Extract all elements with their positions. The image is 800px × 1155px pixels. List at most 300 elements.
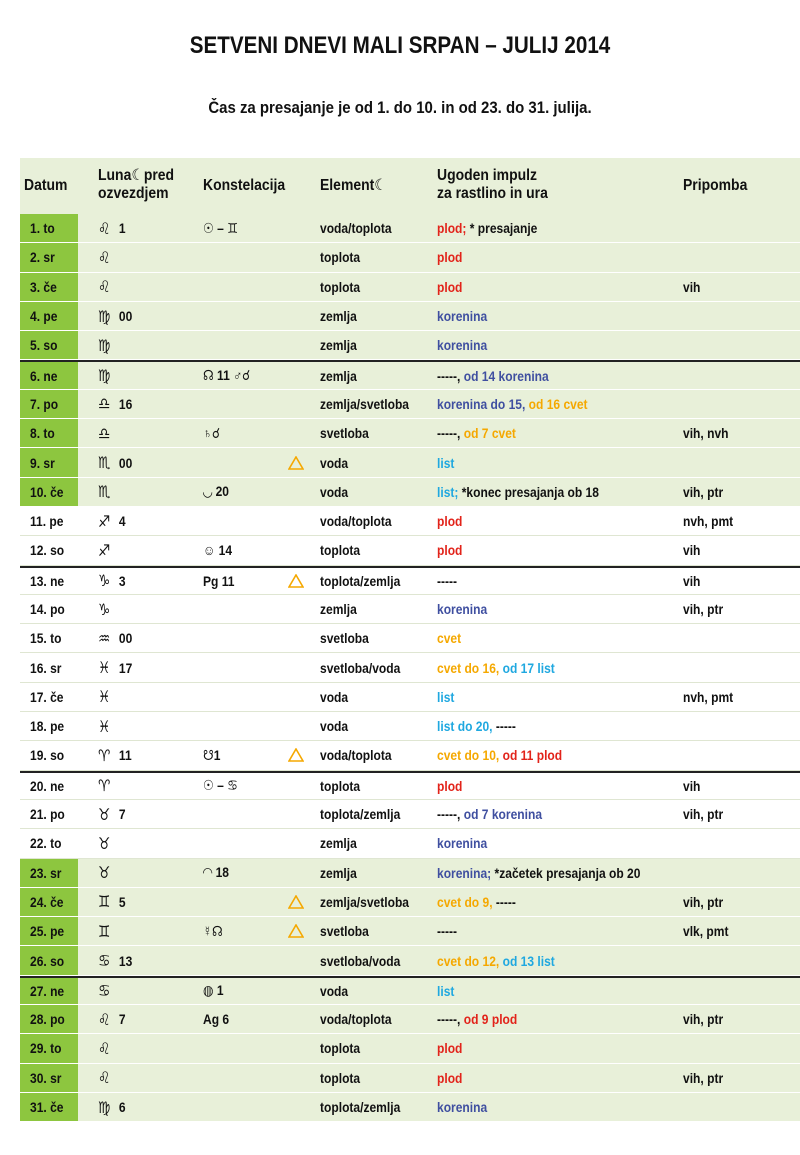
table-body <box>20 214 800 1122</box>
impulz-segment: plod <box>437 542 463 559</box>
luna-cell <box>98 214 126 242</box>
date-cell <box>20 243 78 271</box>
impulz-segment: *začetek presajanja ob 20 <box>491 864 641 881</box>
triangle-icon <box>288 741 304 769</box>
impulz-segment: -----, <box>437 367 464 384</box>
pripomba-cell: vih, ptr <box>683 601 724 617</box>
date-cell <box>20 1005 78 1033</box>
konstelacija-cell: ◠ 18 <box>203 864 230 881</box>
luna-cell <box>98 507 126 535</box>
impulz-segment: list; <box>437 483 459 500</box>
zodiac-sign-icon: ♓ <box>98 658 111 678</box>
header-luna-line2: ozvezdjem <box>98 185 169 202</box>
luna-number: 16 <box>118 395 133 412</box>
date-cell <box>20 595 78 623</box>
luna-number: 00 <box>118 454 133 471</box>
table-row <box>20 829 800 858</box>
impulz-segment: list <box>437 454 455 471</box>
element-cell: svetloba <box>320 425 369 442</box>
header-datum: Datum <box>24 177 68 194</box>
zodiac-sign-icon: ♋ <box>98 981 111 1001</box>
impulz-segment: korenina; <box>437 864 492 881</box>
element-cell: toplota <box>320 249 361 266</box>
luna-cell <box>98 1093 126 1121</box>
zodiac-sign-icon: ♍ <box>98 366 111 386</box>
impulz-cell <box>437 978 454 1004</box>
impulz-segment: plod <box>437 513 463 530</box>
zodiac-sign-icon: ♉ <box>98 863 111 883</box>
luna-number: 6 <box>118 1099 126 1116</box>
element-cell: zemlja <box>320 337 357 354</box>
header-konstelacija: Konstelacija <box>203 177 286 194</box>
zodiac-sign-icon: ♌ <box>98 1068 111 1088</box>
date-cell <box>20 1034 78 1062</box>
element-cell: voda/toplota <box>320 513 392 530</box>
element-cell: voda <box>320 718 349 735</box>
impulz-cell <box>437 568 457 594</box>
luna-cell <box>98 859 119 887</box>
impulz-cell <box>437 507 462 535</box>
table-row <box>20 507 800 536</box>
impulz-segment: * presajanje <box>466 220 538 237</box>
date-cell <box>20 507 78 535</box>
konstelacija-cell: ◍ 1 <box>203 982 224 999</box>
date-cell <box>20 917 78 945</box>
element-cell: voda <box>320 454 349 471</box>
luna-cell <box>98 331 119 359</box>
luna-cell <box>98 917 119 945</box>
konstelacija-cell: ☉ – ♊ <box>203 219 238 236</box>
impulz-segment: korenina <box>437 601 488 617</box>
impulz-segment: korenina <box>437 1099 488 1116</box>
luna-number: 17 <box>118 659 133 676</box>
impulz-segment: od 17 list <box>502 659 555 676</box>
impulz-segment: od 11 plod <box>502 747 563 764</box>
element-cell: toplota <box>320 542 361 559</box>
impulz-cell <box>437 712 516 740</box>
konstelacija-cell: Ag 6 <box>203 1011 230 1028</box>
date-cell <box>20 1093 78 1121</box>
table-row <box>20 1005 800 1034</box>
impulz-cell <box>437 1064 462 1092</box>
impulz-segment: korenina <box>437 308 488 325</box>
date-label: 18. pe <box>30 718 65 735</box>
impulz-cell <box>437 331 487 359</box>
luna-cell <box>98 978 119 1004</box>
date-cell <box>20 859 78 887</box>
date-label: 20. ne <box>30 777 65 794</box>
impulz-cell <box>437 888 516 916</box>
zodiac-sign-icon: ♌ <box>98 1038 111 1058</box>
luna-number: 3 <box>118 572 126 589</box>
triangle-icon <box>288 888 304 916</box>
impulz-cell <box>437 448 454 476</box>
header-pripomba: Pripomba <box>683 177 748 194</box>
zodiac-sign-icon: ♎ <box>98 423 111 443</box>
date-cell <box>20 800 78 828</box>
element-cell: zemlja <box>320 864 357 881</box>
header-luna-line1: Luna☾pred <box>98 167 175 184</box>
luna-cell <box>98 536 119 564</box>
impulz-cell <box>437 302 487 330</box>
table-row <box>20 888 800 917</box>
date-label: 10. če <box>30 483 64 500</box>
date-label: 22. to <box>30 835 62 852</box>
impulz-segment: korenina <box>437 835 488 852</box>
element-cell: voda <box>320 982 349 999</box>
date-label: 6. ne <box>30 367 58 384</box>
pripomba-cell: nvh, pmt <box>683 688 734 705</box>
impulz-cell <box>437 1093 487 1121</box>
luna-cell <box>98 653 132 681</box>
table-header <box>20 158 800 214</box>
impulz-segment: *konec presajanja ob 18 <box>458 483 599 500</box>
luna-cell <box>98 362 119 388</box>
zodiac-sign-icon: ♈ <box>98 745 111 765</box>
zodiac-sign-icon: ♎ <box>98 394 111 414</box>
table-row <box>20 331 800 360</box>
luna-number: 13 <box>118 952 133 969</box>
luna-number: 1 <box>118 220 126 237</box>
impulz-segment: od 14 korenina <box>463 367 549 384</box>
date-label: 27. ne <box>30 982 65 999</box>
table-row <box>20 536 800 565</box>
luna-cell <box>98 888 126 916</box>
date-label: 17. če <box>30 688 64 705</box>
impulz-segment: cvet do 16, <box>437 659 503 676</box>
luna-number: 7 <box>118 806 126 823</box>
pripomba-cell: vlk, pmt <box>683 923 729 940</box>
pripomba-cell: vih, ptr <box>683 1069 724 1086</box>
zodiac-sign-icon: ♊ <box>98 892 111 912</box>
luna-cell <box>98 390 132 418</box>
date-cell <box>20 419 78 447</box>
impulz-segment: ----- <box>495 718 516 735</box>
konstelacija-cell: ☿☊ <box>203 922 223 939</box>
date-cell <box>20 712 78 740</box>
zodiac-sign-icon: ♌ <box>98 1009 111 1029</box>
zodiac-sign-icon: ♋ <box>98 951 111 971</box>
impulz-segment: cvet do 9, <box>437 893 496 910</box>
konstelacija-cell: ☋1 <box>203 746 221 763</box>
impulz-segment: ----- <box>495 893 516 910</box>
element-cell: toplota <box>320 1040 361 1057</box>
impulz-cell <box>437 624 461 652</box>
luna-cell <box>98 1064 119 1092</box>
impulz-segment: od 7 cvet <box>463 425 516 442</box>
table-row <box>20 360 800 389</box>
luna-cell <box>98 419 119 447</box>
date-cell <box>20 214 78 242</box>
konstelacija-cell: ♄☌ <box>203 424 221 441</box>
table-row <box>20 771 800 800</box>
date-label: 14. po <box>30 601 65 617</box>
table-row <box>20 302 800 331</box>
luna-number: 5 <box>118 893 126 910</box>
table-row <box>20 976 800 1005</box>
luna-cell <box>98 302 132 330</box>
impulz-cell <box>437 362 549 388</box>
impulz-segment: cvet do 12, <box>437 952 503 969</box>
date-label: 4. pe <box>30 308 58 325</box>
impulz-cell <box>437 800 542 828</box>
impulz-cell <box>437 243 462 271</box>
date-cell <box>20 1064 78 1092</box>
element-cell: zemlja <box>320 308 357 325</box>
date-label: 16. sr <box>30 659 62 676</box>
impulz-segment: list do 20, <box>437 718 496 735</box>
impulz-cell <box>437 478 599 506</box>
zodiac-sign-icon: ♉ <box>98 804 111 824</box>
date-cell <box>20 568 78 594</box>
table-row <box>20 741 800 770</box>
impulz-segment: od 9 plod <box>463 1011 518 1028</box>
table-row <box>20 243 800 272</box>
pripomba-cell: vih <box>683 572 701 589</box>
element-cell: svetloba/voda <box>320 952 401 969</box>
element-cell: voda/toplota <box>320 1011 392 1028</box>
impulz-segment: list <box>437 688 455 705</box>
luna-number: 11 <box>118 747 132 764</box>
element-cell: svetloba/voda <box>320 659 401 676</box>
luna-number: 7 <box>118 1011 126 1028</box>
header-luna <box>98 167 174 203</box>
zodiac-sign-icon: ♈ <box>98 776 111 796</box>
zodiac-sign-icon: ♌ <box>98 218 111 238</box>
zodiac-sign-icon: ♓ <box>98 716 111 736</box>
impulz-segment: plod <box>437 278 463 295</box>
date-label: 24. če <box>30 893 64 910</box>
element-cell: svetloba <box>320 923 369 940</box>
luna-cell <box>98 624 132 652</box>
date-label: 19. so <box>30 747 65 764</box>
zodiac-sign-icon: ♍ <box>98 335 111 355</box>
luna-cell <box>98 478 119 506</box>
date-cell <box>20 536 78 564</box>
table-row <box>20 595 800 624</box>
date-label: 9. sr <box>30 454 55 471</box>
impulz-cell <box>437 390 588 418</box>
luna-cell <box>98 448 132 476</box>
impulz-cell <box>437 946 555 974</box>
luna-cell <box>98 568 126 594</box>
zodiac-sign-icon: ♉ <box>98 833 111 853</box>
impulz-cell <box>437 214 537 242</box>
date-label: 13. ne <box>30 572 65 589</box>
impulz-segment: -----, <box>437 806 464 823</box>
table-row <box>20 800 800 829</box>
table-row <box>20 917 800 946</box>
table-row <box>20 653 800 682</box>
date-cell <box>20 653 78 681</box>
zodiac-sign-icon: ♌ <box>98 277 111 297</box>
date-label: 1. to <box>30 220 55 237</box>
impulz-cell <box>437 419 516 447</box>
element-cell: voda/toplota <box>320 747 392 764</box>
date-label: 26. so <box>30 952 65 969</box>
zodiac-sign-icon: ♏ <box>98 482 111 502</box>
luna-cell <box>98 683 119 711</box>
luna-cell <box>98 800 126 828</box>
date-cell <box>20 273 78 301</box>
luna-cell <box>98 712 119 740</box>
element-cell: zemlja <box>320 835 357 852</box>
impulz-segment: ----- <box>437 572 458 589</box>
date-cell <box>20 888 78 916</box>
date-label: 3. če <box>30 278 57 295</box>
table-row <box>20 624 800 653</box>
zodiac-sign-icon: ♓ <box>98 687 111 707</box>
impulz-segment: od 13 list <box>502 952 555 969</box>
header-impulz <box>437 167 548 203</box>
element-cell: toplota/zemlja <box>320 806 401 823</box>
impulz-segment: od 7 korenina <box>463 806 543 823</box>
date-label: 30. sr <box>30 1069 62 1086</box>
element-cell: zemlja/svetloba <box>320 395 410 412</box>
header-impulz-line2: za rastlino in ura <box>437 185 548 202</box>
element-cell: voda/toplota <box>320 220 392 237</box>
table-row <box>20 1093 800 1122</box>
luna-cell <box>98 1005 126 1033</box>
luna-cell <box>98 829 119 857</box>
element-cell: voda <box>320 483 349 500</box>
zodiac-sign-icon: ♍ <box>98 1097 111 1117</box>
date-label: 29. to <box>30 1040 62 1057</box>
element-cell: voda <box>320 688 349 705</box>
date-label: 2. sr <box>30 249 55 266</box>
table-row <box>20 214 800 243</box>
date-cell <box>20 773 78 799</box>
zodiac-sign-icon: ♐ <box>98 511 111 531</box>
pripomba-cell: vih, nvh <box>683 425 729 442</box>
impulz-cell <box>437 683 454 711</box>
element-cell: toplota <box>320 1069 361 1086</box>
pripomba-cell: vih <box>683 278 701 295</box>
zodiac-sign-icon: ♊ <box>98 921 111 941</box>
luna-cell <box>98 243 119 271</box>
impulz-segment: -----, <box>437 1011 464 1028</box>
konstelacija-cell: ☉ – ♋ <box>203 777 238 794</box>
impulz-cell <box>437 773 462 799</box>
triangle-icon <box>288 917 304 945</box>
table-row <box>20 448 800 477</box>
impulz-cell <box>437 595 487 623</box>
date-label: 7. po <box>30 395 59 412</box>
triangle-icon <box>288 568 304 594</box>
konstelacija-cell: Pg 11 <box>203 572 235 589</box>
element-cell: toplota/zemlja <box>320 572 401 589</box>
impulz-segment: plod; <box>437 220 467 237</box>
date-cell <box>20 624 78 652</box>
date-label: 12. so <box>30 542 65 559</box>
pripomba-cell: vih, ptr <box>683 483 724 500</box>
luna-number: 00 <box>118 308 133 325</box>
table-row <box>20 1034 800 1063</box>
impulz-cell <box>437 273 462 301</box>
date-label: 11. pe <box>30 513 64 530</box>
date-cell <box>20 978 78 1004</box>
date-cell <box>20 829 78 857</box>
impulz-segment: plod <box>437 1069 463 1086</box>
impulz-cell <box>437 917 457 945</box>
luna-number: 4 <box>118 513 126 530</box>
table-row <box>20 1064 800 1093</box>
date-label: 25. pe <box>30 923 65 940</box>
table-row <box>20 566 800 595</box>
impulz-segment: od 16 cvet <box>528 395 588 412</box>
konstelacija-cell: ☺ 14 <box>203 542 233 559</box>
pripomba-cell: vih, ptr <box>683 893 724 910</box>
zodiac-sign-icon: ♑ <box>98 571 111 591</box>
zodiac-sign-icon: ♍ <box>98 306 111 326</box>
date-cell <box>20 331 78 359</box>
pripomba-cell: vih, ptr <box>683 806 724 823</box>
impulz-cell <box>437 859 640 887</box>
impulz-cell <box>437 829 487 857</box>
pripomba-cell: nvh, pmt <box>683 513 734 530</box>
date-cell <box>20 741 78 769</box>
zodiac-sign-icon: ♐ <box>98 540 111 560</box>
element-cell: zemlja/svetloba <box>320 893 410 910</box>
date-cell <box>20 478 78 506</box>
impulz-segment: plod <box>437 249 463 266</box>
element-cell: zemlja <box>320 367 357 384</box>
table-row <box>20 478 800 507</box>
impulz-segment: cvet do 10, <box>437 747 503 764</box>
zodiac-sign-icon: ♌ <box>98 247 111 267</box>
impulz-segment: korenina <box>437 337 488 354</box>
impulz-segment: ----- <box>437 923 458 940</box>
table-row <box>20 419 800 448</box>
zodiac-sign-icon: ♒ <box>98 628 111 648</box>
page-title: SETVENI DNEVI MALI SRPAN – JULIJ 2014 <box>189 32 611 59</box>
table-row <box>20 712 800 741</box>
impulz-cell <box>437 653 555 681</box>
header-element: Element☾ <box>320 177 387 194</box>
table-row <box>20 946 800 975</box>
impulz-segment: plod <box>437 777 463 794</box>
pripomba-cell: vih <box>683 542 701 559</box>
pripomba-cell: vih <box>683 777 701 794</box>
luna-cell <box>98 595 119 623</box>
luna-cell <box>98 773 119 799</box>
table-row <box>20 273 800 302</box>
date-label: 15. to <box>30 630 62 647</box>
triangle-icon <box>288 448 304 476</box>
impulz-segment: plod <box>437 1040 463 1057</box>
date-label: 8. to <box>30 425 55 442</box>
impulz-cell <box>437 741 562 769</box>
date-cell <box>20 302 78 330</box>
impulz-cell <box>437 536 462 564</box>
date-label: 31. če <box>30 1099 64 1116</box>
zodiac-sign-icon: ♑ <box>98 599 111 619</box>
date-cell <box>20 362 78 388</box>
table-row <box>20 683 800 712</box>
impulz-segment: -----, <box>437 425 464 442</box>
impulz-segment: cvet <box>437 630 462 647</box>
impulz-cell <box>437 1034 462 1062</box>
impulz-segment: list <box>437 982 455 999</box>
zodiac-sign-icon: ♏ <box>98 453 111 473</box>
element-cell: toplota/zemlja <box>320 1099 401 1116</box>
luna-cell <box>98 946 132 974</box>
table-row <box>20 390 800 419</box>
element-cell: toplota <box>320 278 361 295</box>
impulz-cell <box>437 1005 517 1033</box>
luna-number: 00 <box>118 630 133 647</box>
luna-cell <box>98 273 119 301</box>
